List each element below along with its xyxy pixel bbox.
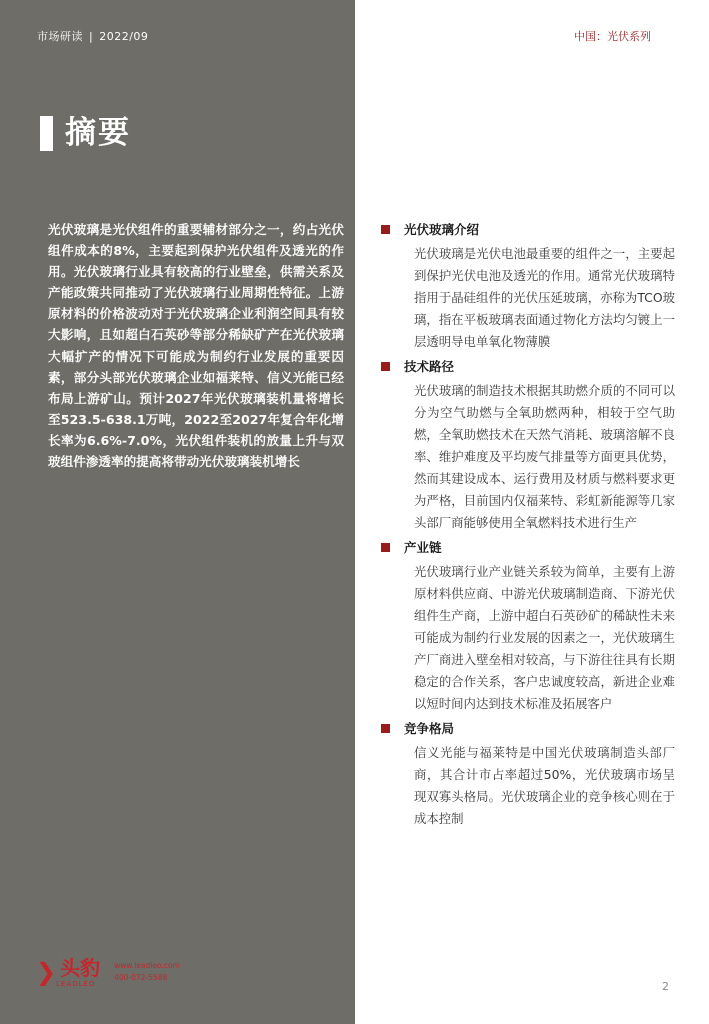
logo-website: www.leadleo.com: [114, 961, 180, 970]
section-industry-chain: [381, 537, 675, 715]
section-competition: [381, 718, 675, 830]
section-tech-route: [381, 356, 675, 534]
logo-name: 头豹: [60, 956, 101, 980]
section-header: [381, 718, 675, 738]
section-body: 信义光能与福莱特是中国光伏玻璃制造头部厂商，其合计市占率超过50%，光伏玻璃市场呈现双寡头格局。光伏玻璃企业的竞争核心则在于成本控制: [414, 745, 675, 826]
square-bullet-icon: [381, 724, 390, 733]
leopard-icon: ❯: [36, 958, 57, 986]
header-separator: |: [89, 30, 94, 43]
square-bullet-icon: [381, 543, 390, 552]
section-intro: [381, 219, 675, 353]
logo-subtitle: LEADLEO: [56, 980, 96, 988]
section-header: [381, 356, 675, 376]
section-title: 技术路径: [404, 359, 455, 374]
logo-phone: 400-072-5588: [114, 973, 168, 982]
section-body: 光伏玻璃是光伏电池最重要的组件之一，主要起到保护光伏电池及透光的作用。通常光伏玻璃特指用于晶硅组件的光伏压延玻璃，亦称为TCO玻璃，指在平板玻璃表面通过物化方法均匀镀上一层透明导电单氧化物薄膜: [414, 246, 675, 349]
square-bullet-icon: [381, 225, 390, 234]
section-header: [381, 537, 675, 557]
logo-contact: [114, 960, 180, 984]
section-header: [381, 219, 675, 239]
section-title: 光伏玻璃介绍: [404, 222, 480, 237]
company-logo: [36, 956, 180, 988]
square-bullet-icon: [381, 362, 390, 371]
section-body: 光伏玻璃行业产业链关系较为简单，主要有上游原材料供应商、中游光伏玻璃制造商、下游光伏组件生产商，上游中超白石英砂矿的稀缺性未来可能成为制约行业发展的因素之一，光伏玻璃生产厂商进入壁垒相对较高，与下游往往具有长期稳定的合作关系，客户忠诚度较高，新进企业难以短时间内达到技术标准及拓展客户: [414, 564, 675, 711]
logo-wordmark: [56, 956, 100, 988]
sections-list: [381, 219, 675, 833]
page-title: 摘要: [65, 115, 131, 151]
section-body: 光伏玻璃的制造技术根据其助燃介质的不同可以分为空气助燃与全氧助燃两种，相较于空气助燃，全氧助燃技术在天然气消耗、玻璃溶解不良率、维护难度及平均废气排量等方面更具优势，然而其建设成本、运行费用及材质与燃料要求更为严格，目前国内仅福莱特、彩虹新能源等几家头部厂商能够使用全氧燃料技术进行生产: [414, 383, 675, 530]
header-category: 市场研读: [37, 30, 83, 43]
summary-paragraph: 光伏玻璃是光伏组件的重要辅材部分之一，约占光伏组件成本的8%，主要起到保护光伏组件及透光的作用。光伏玻璃行业具有较高的行业壁垒，供需关系及产能政策共同推动了光伏玻璃行业周期性特征。上游原材料的价格波动对于光伏玻璃企业利润空间具有较大影响，且如超白石英砂等部分稀缺矿产在光伏玻璃大幅扩产的情况下可能成为制约行业发展的重要因素，部分头部光伏玻璃企业如福莱特、信义光能已经布局上游矿山。预计2027年光伏玻璃装机量将增长至523.5-638.1万吨，2022至2027年复合年化增长率为6.6%-7.0%，光伏组件装机的放量上升与双玻组件渗透率的提高将带动光伏玻璃装机增长: [48, 222, 344, 470]
header-left: [37, 28, 148, 44]
title-accent-bar: [40, 116, 53, 151]
section-title: 竞争格局: [404, 721, 455, 736]
header-date: 2022/09: [99, 30, 149, 43]
header-series: 中国：光伏系列: [574, 30, 651, 43]
page-title-block: [40, 113, 131, 153]
section-title: 产业链: [404, 540, 442, 555]
page-number: 2: [662, 980, 669, 993]
